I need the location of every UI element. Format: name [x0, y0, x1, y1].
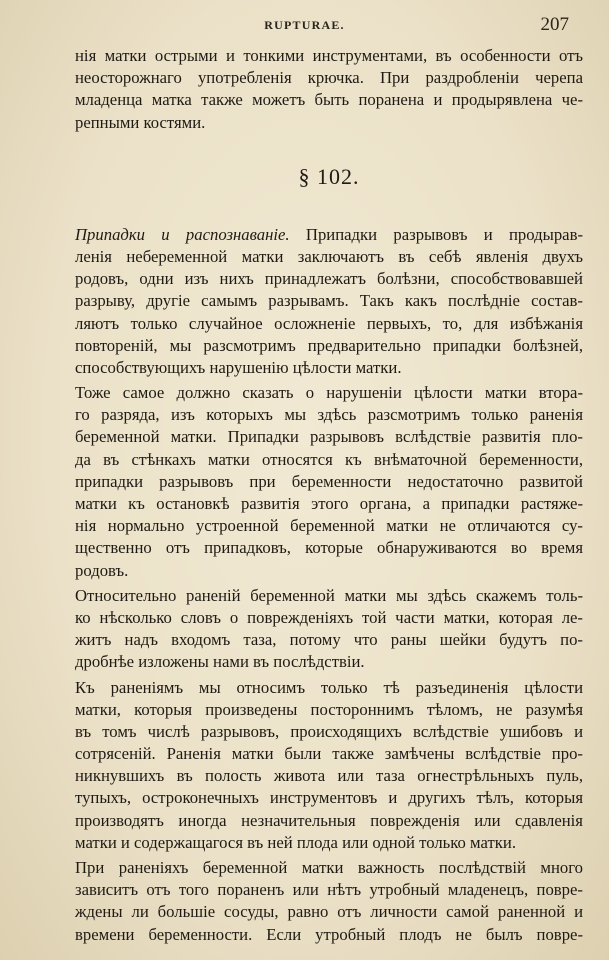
text-line: неосторожнаго употребленія крючка. При раздробленіи черепа [75, 68, 583, 88]
text-line: въ томъ числѣ разрывовъ, происходящихъ вслѣдствіе ушибовъ и [75, 721, 583, 741]
paragraph-5 [75, 857, 583, 946]
text-line: Относительно раненій беременной матки мы здѣсь скажемъ толь- [75, 585, 583, 605]
paragraph-lead-italic: Припадки и распознаваніе. [75, 224, 290, 244]
first-line-rest: Припадки разрывовъ и продырав- [289, 224, 584, 244]
text-line: беременной матки. Припадки разрывовъ вслѣдствіе развитія пло- [75, 427, 583, 447]
text-line: матки къ остановкѣ развитія этого органа, а припадки растяже- [75, 494, 583, 513]
text-line: времени беременности. Если утробный плодъ не былъ повре- [75, 924, 583, 944]
text-line: тупыхъ, остроконечныхъ инструментовъ и другихъ тѣлъ, которыя [75, 788, 583, 808]
paragraph-1 [75, 224, 583, 379]
text-line: го разряда, изъ которыхъ мы здѣсь разсмотримъ только раненія [75, 405, 583, 425]
text-line: родовъ, одни изъ нихъ принадлежатъ болѣзни, способствовавшей [75, 269, 583, 289]
text-line: щественно отъ припадковъ, которые обнаруживаются во время [75, 538, 583, 558]
text-line: производятъ иногда незначительныя поврежденія или сдавленія [75, 810, 583, 830]
text-line: ляютъ только случайное осложненіе первыхъ, то, для избѣжанія [75, 313, 583, 333]
running-title: RUPTURAE. [264, 18, 345, 32]
body-text [75, 45, 583, 946]
text-line: ленія небеременной матки заключаютъ въ себѣ явленія двухъ [75, 246, 583, 266]
text-line: разрыву, другіе самымъ разрывамъ. Такъ какъ послѣдніе состав- [75, 291, 583, 311]
text-line: припадки разрывовъ при беременности недостаточно развитой [75, 471, 583, 491]
section-heading: § 102. [298, 163, 360, 189]
text-line: ждены ли большіе сосуды, равно отъ личности самой раненной и [75, 902, 583, 922]
text-line: нія матки острыми и тонкими инструментами, въ особенности отъ [75, 46, 583, 65]
paragraph-4 [75, 677, 583, 855]
text-line: да въ стѣнкахъ матки относятся къ внѣматочной беременности, [75, 449, 583, 469]
text-line: Тоже самое должно сказать о нарушеніи цѣлости матки втора- [75, 383, 583, 403]
text-line: матки, которыя произведены постороннимъ тѣломъ, не разумѣя [75, 699, 583, 719]
paragraph-2 [75, 382, 583, 582]
text-line: При раненіяхъ беременной матки важность послѣдствій много [75, 858, 583, 877]
paragraph-3 [75, 585, 583, 674]
text-line: ко нѣсколько словъ о поврежденіяхъ той части матки, которая ле- [75, 607, 583, 627]
top-paragraph [75, 45, 583, 134]
text-line: Къ раненіямъ мы относимъ только тѣ разъединенія цѣлости [75, 677, 583, 697]
page-number: 207 [540, 14, 569, 35]
text-line: младенца матка также можетъ быть поранена и продырявлена че- [75, 90, 583, 110]
text-line: репными костями. [75, 112, 206, 132]
text-line-first [75, 224, 583, 246]
running-head [0, 14, 609, 40]
text-line: сотрясеній. Раненія матки были также замѣчены вслѣдствіе про- [75, 744, 583, 764]
text-line: дробнѣе изложены нами въ послѣдствіи. [75, 652, 365, 672]
text-line: матки и содержащагося въ ней плода или одной только матки. [75, 832, 516, 852]
text-line: способствующихъ нарушенію цѣлости матки. [75, 357, 402, 377]
text-line: нія нормально устроенной беременной матки не отличаются су- [75, 516, 583, 536]
text-line: повтореній, мы разсмотримъ предварительно припадки болѣзней, [75, 335, 583, 355]
text-line: житъ надъ входомъ таза, потому что раны шейки будутъ по- [75, 630, 583, 650]
text-line: зависитъ отъ того пораненъ или нѣтъ утробный младенецъ, повре- [75, 880, 583, 900]
text-line: никнувшихъ въ полость живота или таза огнестрѣльныхъ пуль, [75, 766, 583, 786]
text-line: родовъ. [75, 560, 129, 580]
